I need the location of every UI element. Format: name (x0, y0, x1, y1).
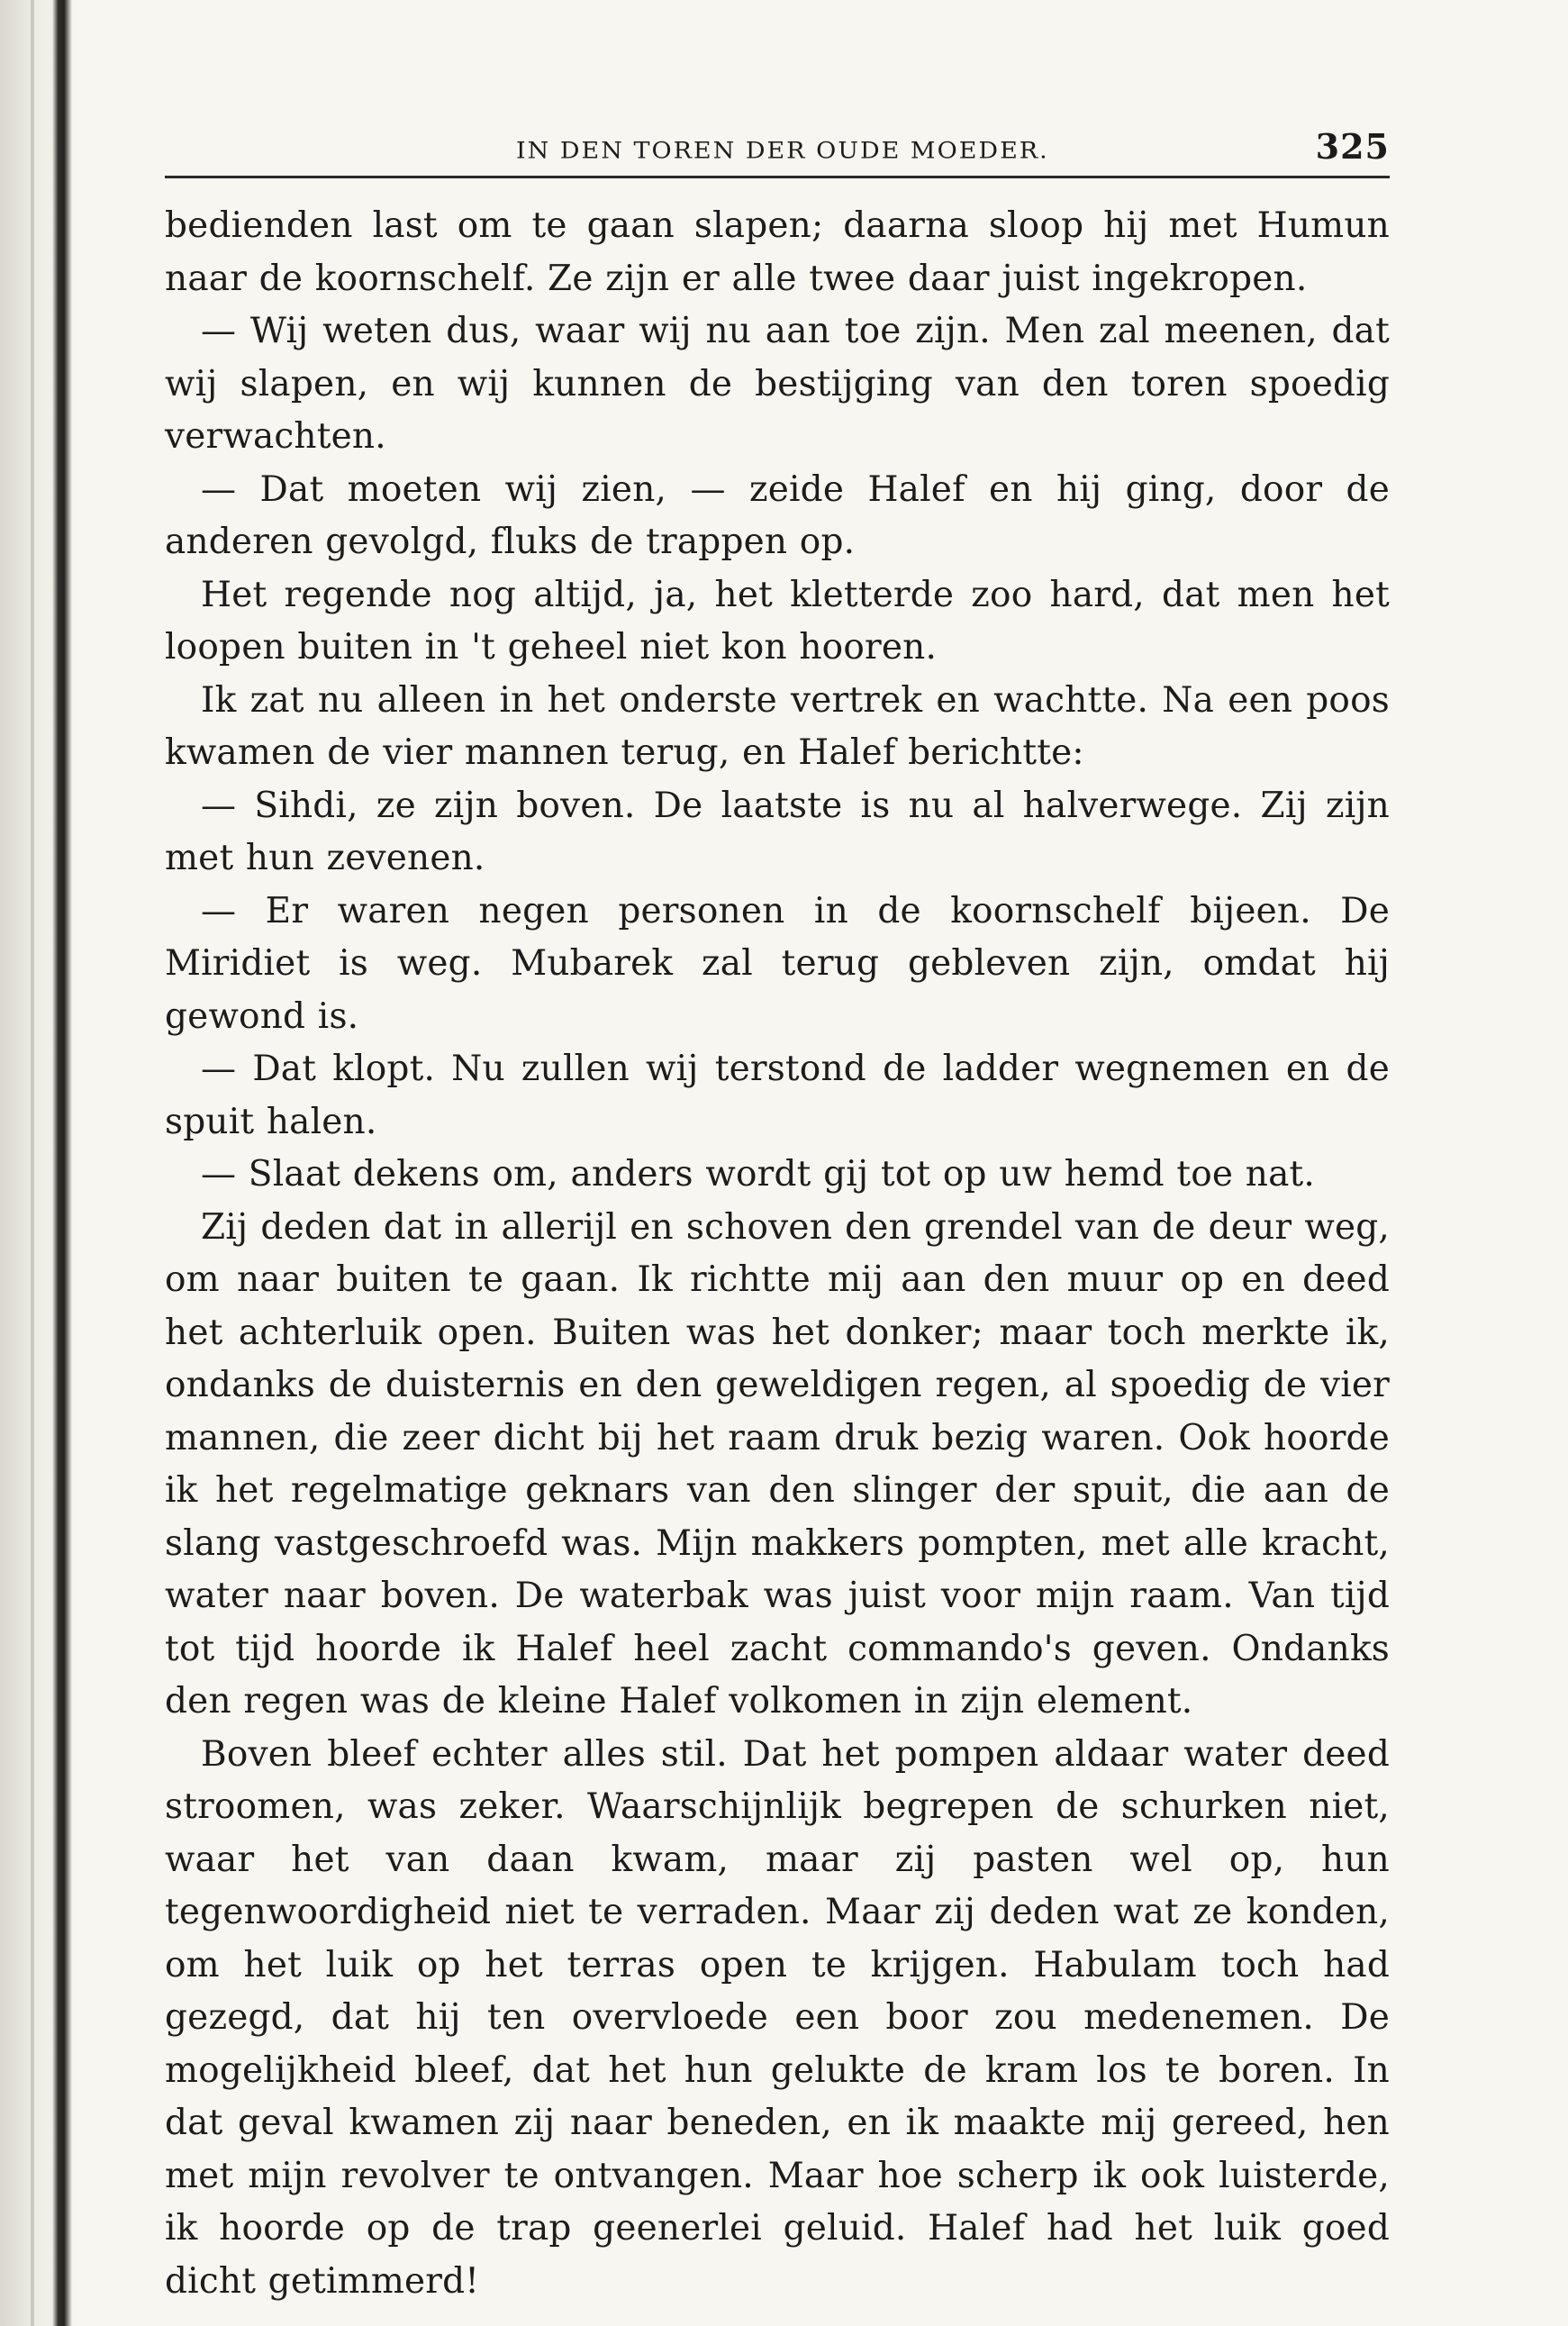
paragraph: bedienden last om te gaan slapen; daarna sloop hij met Humun naar de koornschelf. Ze zijn er alle twee daar juist ingekropen. (165, 205, 1390, 299)
paragraph: — Wij weten dus, waar wij nu aan toe zijn. Men zal meenen, dat wij slapen, en wij kunnen de bestijging van den toren spoedig verwachten. (165, 311, 1390, 457)
paragraph: — Er waren negen personen in de koornschelf bijeen. De Miridiet is weg. Mubarek zal terug gebleven zijn, omdat hij gewond is. (165, 890, 1390, 1037)
running-title: IN DEN TOREN DER OUDE MOEDER. (516, 138, 1049, 164)
binding-edge (31, 0, 34, 2326)
paragraph: Zij deden dat in allerijl en schoven den grendel van de deur weg, om naar buiten te gaan. Ik richtte mij aan den muur op en deed het achterluik open. Buiten was het donker; maar toch merkte ik, ondanks de duisternis en den geweldigen regen, al spoedig de vier mannen, die zeer dicht bij het raam druk bezig waren. Ook hoorde ik het regelmatige geknars van den slinger der spuit, die aan de slang vastgeschroefd was. Mijn makkers pompten, met alle kracht, water naar boven. De waterbak was juist voor mijn raam. Van tijd tot tijd hoorde ik Halef heel zacht commando's geven. Ondanks den regen was de kleine Halef volkomen in zijn element. (165, 1206, 1390, 1722)
paragraph: — Sihdi, ze zijn boven. De laatste is nu al halverwege. Zij zijn met hun zevenen. (165, 785, 1390, 878)
paragraph: — Dat moeten wij zien, — zeide Halef en hij ging, door de anderen gevolgd, fluks de trappen op. (165, 468, 1390, 562)
book-page (165, 126, 1390, 2308)
body-text (165, 200, 1390, 2308)
running-head (165, 126, 1390, 178)
paragraph: Het regende nog altijd, ja, het kletterde zoo hard, dat men het loopen buiten in 't geheel niet kon hooren. (165, 574, 1390, 668)
paragraph: — Slaat dekens om, anders wordt gij tot op uw hemd toe nat. (201, 1154, 1316, 1195)
paragraph: — Dat klopt. Nu zullen wij terstond de ladder wegnemen en de spuit halen. (165, 1049, 1390, 1142)
page-number: 325 (1315, 126, 1390, 167)
paragraph: Ik zat nu alleen in het onderste vertrek en wachtte. Na een poos kwamen de vier mannen terug, en Halef berichtte: (165, 679, 1390, 773)
binding-gutter (52, 0, 72, 2326)
paragraph: Boven bleef echter alles stil. Dat het pompen aldaar water deed stroomen, was zeker. Waarschijnlijk begrepen de schurken niet, waar het van daan kwam, maar zij pasten wel op, hun tegenwoordigheid niet te verraden. Maar zij deden wat ze konden, om het luik op het terras open te krijgen. Habulam toch had gezegd, dat hij ten overvloede een boor zou medenemen. De mogelijkheid bleef, dat het hun gelukte de kram los te boren. In dat geval kwamen zij naar beneden, en ik maakte mij gereed, hen met mijn revolver te ontvangen. Maar hoe scherp ik ook luisterde, ik hoorde op de trap geenerlei geluid. Halef had het luik goed dicht getimmerd! (165, 1733, 1390, 2302)
